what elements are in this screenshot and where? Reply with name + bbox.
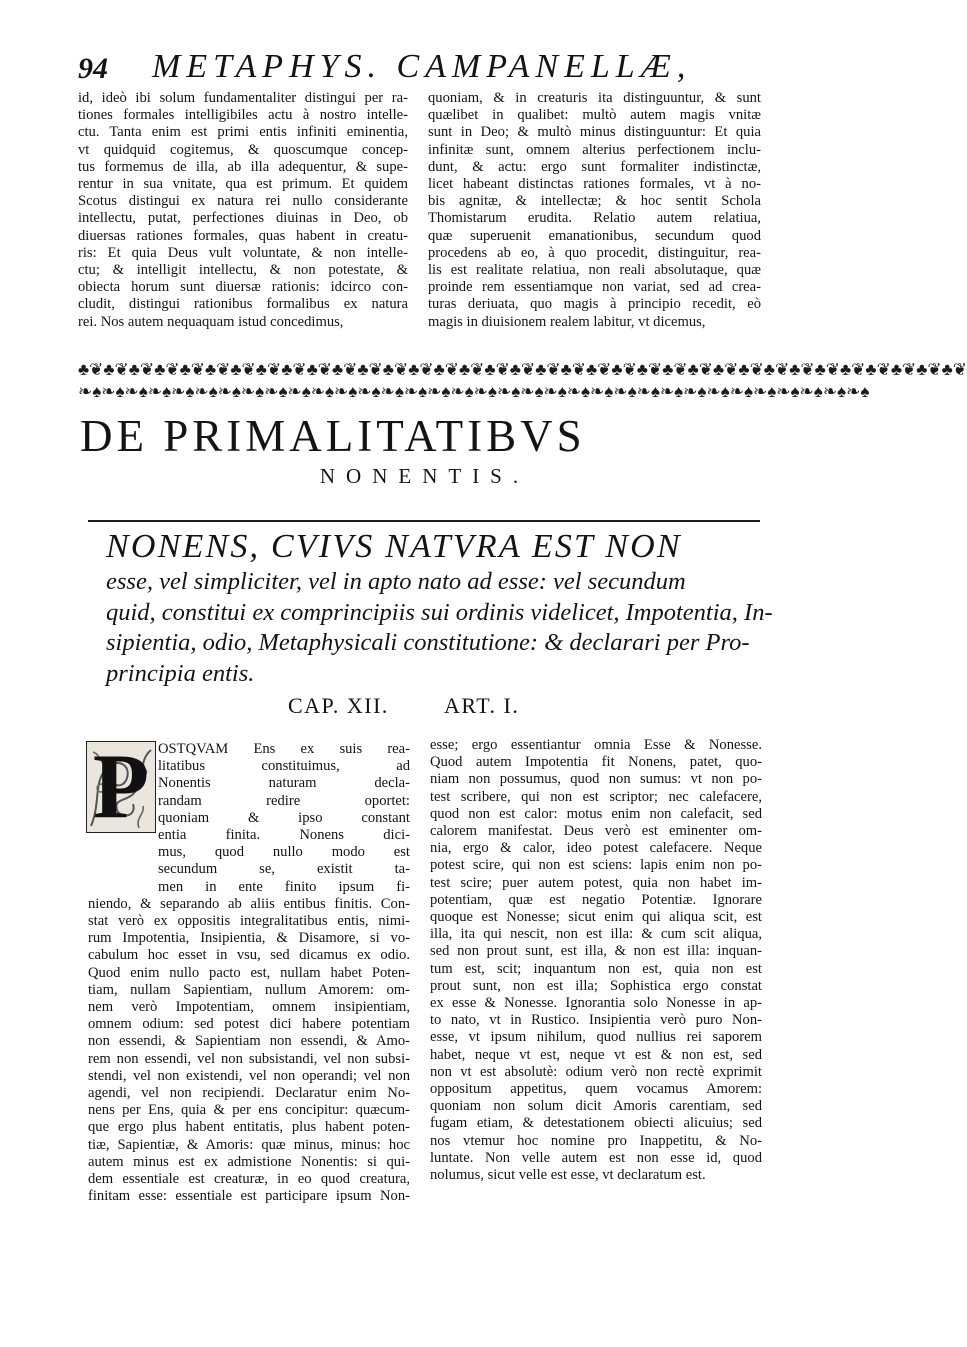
text-line: nos vtemur hoc nomine pro Inappetitu, & No- [430,1132,762,1149]
text-line: quæ superuenit emanationibus, secundum quod [428,227,761,244]
text-line: stat verò ex oppositis integralitatibus entis, nimi- [88,913,410,930]
text-line: illa, ita qui nescit, non est illa: & cum scit aliqua, [430,926,762,943]
text-line: magis in diuisionem realem labitur, vt dicemus, [428,313,706,330]
body-right-column [430,737,762,1184]
headline-line-2: esse, vel simpliciter, vel in apto nato ad esse: vel secundum [106,568,686,595]
text-line: turas deriuata, quo magis à principio recedit, eò [428,296,761,313]
text-line: autem minus est ex admistione Nonentis: si qui- [88,1153,410,1170]
text-line: tus formemus de illa, ab illa adequentur, & supe- [78,158,408,175]
text-line: stendi, vel non existendi, vel non operandi; vel non [88,1067,410,1084]
text-line: que ergo plus habent entitatis, plus habent poten- [88,1119,410,1136]
top-left-column [78,90,408,331]
text-line: calorem manifestat. Deus verò est eminenter om- [430,823,762,840]
section-title: DE PRIMALITATIBVS [80,411,586,461]
running-title: METAPHYS. CAMPANELLÆ, [152,48,692,85]
text-line: luntate. Non velle autem est non esse id, quod [430,1149,762,1166]
text-line: infinitæ sunt, omnem alterius perfectionem inclu- [428,141,761,158]
text-line: obiecta horum sunt diuersæ rationis: idcirco con- [78,279,408,296]
fleuron-ornament-band [78,359,967,405]
text-line: rum Impotentia, Insipientia, & Disamore, si vo- [88,930,410,947]
text-line: test scribere, qui non est scriptor; nec calefacere, [430,788,762,805]
fleuron-row-top: ♣❦♣❦♣❦♣❦♣❦♣❦♣❦♣❦♣❦♣❦♣❦♣❦♣❦♣❦♣❦♣❦♣❦♣❦♣❦♣❦♣❦♣❦♣❦♣❦♣❦♣❦♣❦♣❦♣❦♣❦♣❦♣❦♣❦♣❦♣❦ [78,360,967,379]
text-line: intellectu, putat, perfectiones diuinas in Deo, ob [78,210,408,227]
text-line: agendi, vel non recipiendi. Declaratur enim No- [88,1085,410,1102]
text-line: tum est, scit; inquantum non est, quia non est [430,960,762,977]
text-line: quod non est calor: motus enim non calefacit, sed [430,805,762,822]
chapter-headline [106,527,773,689]
text-line: rentur in sua vnitate, qua est primum. Et quidem [78,176,408,193]
text-line: secundum se, existit ta- [158,861,410,878]
text-line: prout sunt, non est illa; Sophistica ergo constat [430,977,762,994]
text-line: non essendi, & Sapientiam non essendi, & Amo- [88,1033,410,1050]
text-line: esse, vt ipsum nihilum, quod nullius rei saporem [430,1029,762,1046]
text-line: tiæ, Sapientiæ, & Amoris: quæ minus, minus: hoc [88,1136,410,1153]
text-line: Quod autem Impotentia fit Nonens, patet, quo- [430,754,762,771]
text-line: rei. Nos autem nequaquam istud concedimus, [78,313,344,330]
text-line: quoque est Nonesse; sicut enim qui aliqua scit, est [430,909,762,926]
text-line: non vt est absolutè: odium verò non rectè exprimit [430,1063,762,1080]
text-line: dem essentiale est creaturæ, in eo quod creatura, [88,1171,410,1188]
text-line: quoniam, & in creaturis ita distinguuntur, & sunt [428,90,761,106]
article-label: ART. I. [444,693,520,718]
text-line: quoniam non solum dicit Amoris carentiam, sed [430,1098,762,1115]
text-line: tiam, nullam Sapientiam, nullum Amorem: om- [88,981,410,998]
text-line: oppositum appetitus, quem vocamus Amorem: [430,1081,762,1098]
text-line: to nato, vt in Rustico. Insipientia verò puro Non- [430,1012,762,1029]
running-head [78,44,778,90]
text-line: fugam etiam, & detestationem obiecti alicuius; sed [430,1115,762,1132]
decorated-initial [86,735,156,837]
text-line: niam non possumus, quod non sumus: vt non po- [430,771,762,788]
text-line: dunt, & actu: ergo sunt formaliter indistinctæ, [428,158,761,175]
text-line: rem non essendi, vel non subsistandi, vel non subsi- [88,1050,410,1067]
text-line: nolumus, sicut velle est esse, vt declaratum est. [430,1167,706,1184]
text-line: vt quidquid cogitemus, & quoscumque concep- [78,141,408,158]
text-line: litatibus constituimus, ad [158,758,410,775]
page-number: 94 [78,52,108,85]
text-line: Nonentis naturam decla- [158,775,410,792]
text-line: ris: Et quia Deus vult voluntate, & non intelle- [78,244,408,261]
section-subtitle: NONENTIS. [319,464,530,488]
headline-line-4: sipientia, odio, Metaphysicali constitutione: & declarari per Pro- [106,629,750,656]
text-line: nens per Ens, quia & per ens concipitur: quæcum- [88,1102,410,1119]
text-line: entia finita. Nonens dici- [158,827,410,844]
text-line: quælibet in qualibet: multò autem magis vnitæ [428,107,761,124]
text-line: ctu; & intelligit intellectu, & non potestate, & [78,262,408,279]
initial-letter: P [92,735,150,837]
text-line: test scire; puer autem potest, quia non habet im- [430,874,762,891]
text-line: men in ente finito ipsum fi- [158,878,410,895]
text-line: potentiam, quæ est negatio Potentiæ. Ignorare [430,891,762,908]
headline-line-5: principia entis. [106,659,255,687]
text-line: bis agnitæ, & intellectæ; & hoc sentit Schola [428,193,761,210]
text-line: omnem odium: sed potest dici habere potentiam [88,1016,410,1033]
text-line: potest scire, qui non est sciens: lapis enim non po- [430,857,762,874]
text-line: id, ideò ibi solum fundamentaliter distingui per ra- [78,90,408,106]
headline-line-3: quid, constitui ex comprincipiis sui ordinis videlicet, Impotentia, In- [106,598,773,626]
text-line: Quod enim nullo pacto est, nullam habet Poten- [88,964,410,981]
text-line: randam redire oportet: [158,792,410,809]
text-line: esse; ergo essentiantur omnia Esse & Nonesse. [430,737,762,753]
text-line: nia, ergo & calor, ideo potest calefacere. Neque [430,840,762,857]
text-line: niendo, & separando ab aliis entibus finitis. Con- [88,895,410,912]
text-line: sunt in Deo; & multò minus distinguuntur: Et quia [428,124,761,141]
headline-line-1: NONENS, CVIVS NATVRA EST NON [106,528,682,565]
text-line: cabulum hoc esset in vsu, sed dicamus ex odio. [88,947,410,964]
text-line: habet, neque vt est, neque vt est & non est, sed [430,1046,762,1063]
text-line: procedens ab eo, à quo procedit, distinguitur, rea- [428,244,761,261]
text-line: proinde rem essentiamque non variat, sed ad crea- [428,279,761,296]
text-line: nem verò Impotentiam, omnem insipientiam, [88,999,410,1016]
text-line: finitam esse: essentiale est participare ipsum Non- [88,1188,410,1205]
text-line: licet habeant distinctas rationes formales, vt à no- [428,176,761,193]
text-line: ctu. Tanta enim est primi entis infiniti eminentia, [78,124,408,141]
text-line: tiones formales intelligibiles actu à nostro intelle- [78,107,408,124]
text-line: Thomistarum erudita. Relatio autem relatiua, [428,210,761,227]
text-line: ex esse & Nonesse. Ignorantia solo Nonesse in ap- [430,995,762,1012]
top-right-column [428,90,761,331]
title-rule [88,520,760,522]
text-line: OSTQVAM Ens ex suis rea- [158,741,410,757]
text-line: quoniam & ipso constant [158,809,410,826]
text-line: mus, quod nullo modo est [158,844,410,861]
text-line: diuersas rationes formales, quas habent in creatu- [78,227,408,244]
chapter-label: CAP. XII. [288,693,389,718]
text-line: cludit, distingui rationibus formalibus ex natura [78,296,408,313]
text-line: Scotus distingui ex natura rei nullo considerante [78,193,408,210]
text-line: lis est realitate relatiua, non reali absolutaque, quæ [428,262,761,279]
fleuron-row-bottom: ❧♠❧♠❧♠❧♠❧♠❧♠❧♠❧♠❧♠❧♠❧♠❧♠❧♠❧♠❧♠❧♠❧♠❧♠❧♠❧♠❧♠❧♠❧♠❧♠❧♠❧♠❧♠❧♠❧♠❧♠❧♠❧♠❧♠❧♠ [78,382,870,401]
text-line: sed non prout sunt, est illa, & non est illa: inquan- [430,943,762,960]
